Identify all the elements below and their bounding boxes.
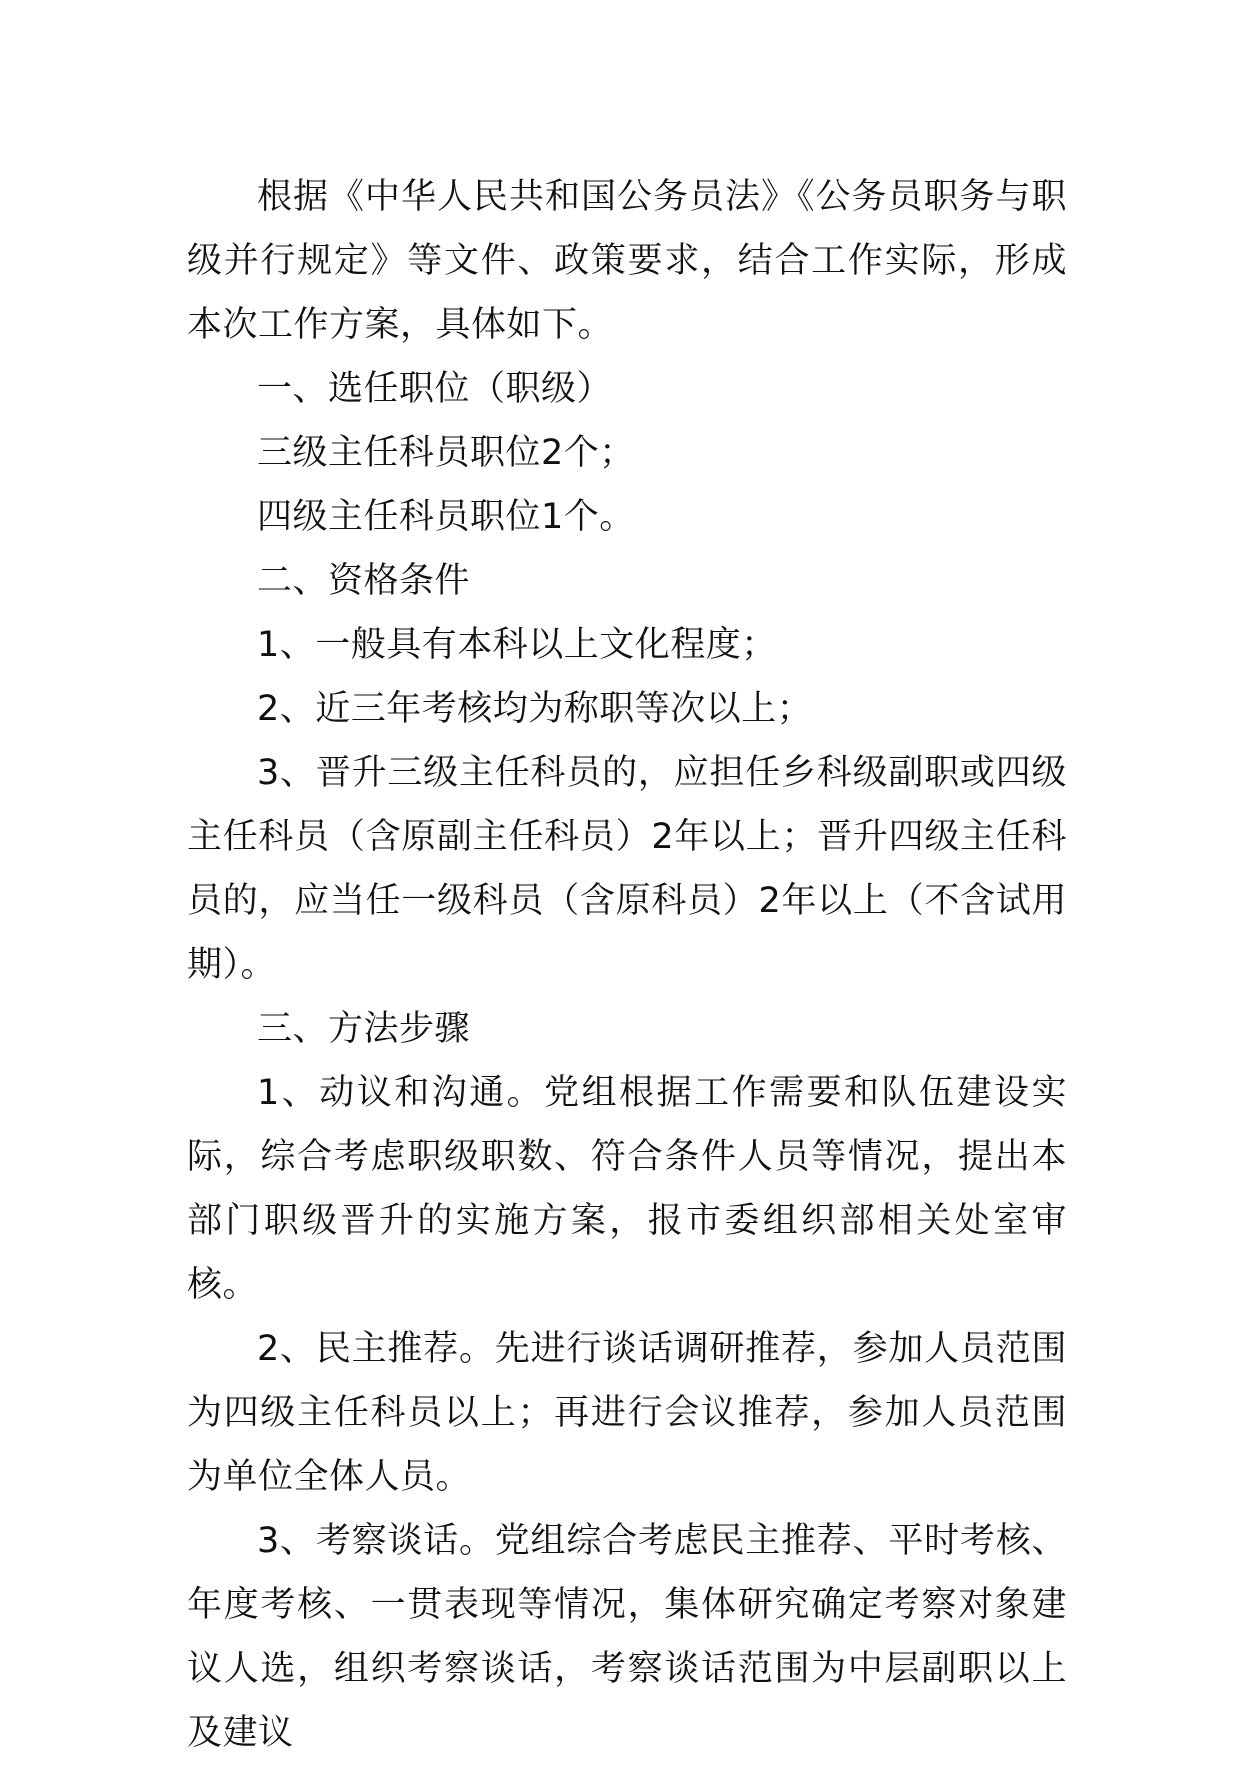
document-body <box>187 165 1067 1765</box>
position-item-level3: 三级主任科员职位2个； <box>257 433 635 473</box>
qualification-item-tenure: 3、晋升三级主任科员的，应担任乡科级副职或四级主任科员（含原副主任科员）2年以上；晋升四级主任科员的，应当任一级科员（含原科员）2年以上（不含试用期）。 <box>187 753 1067 985</box>
qualification-item-education: 1、一般具有本科以上文化程度； <box>257 625 777 665</box>
intro-paragraph: 根据《中华人民共和国公务员法》《公务员职务与职级并行规定》等文件、政策要求，结合工作实际，形成本次工作方案，具体如下。 <box>187 177 1067 345</box>
section-heading-positions: 一、选任职位（职级） <box>257 369 613 409</box>
qualification-item-assessment: 2、近三年考核均为称职等次以上； <box>257 689 813 729</box>
procedure-step-proposal: 1、动议和沟通。党组根据工作需要和队伍建设实际，综合考虑职级职数、符合条件人员等情况，提出本部门职级晋升的实施方案，报市委组织部相关处室审核。 <box>187 1073 1067 1305</box>
position-item-level4: 四级主任科员职位1个。 <box>257 497 635 537</box>
procedure-step-inspection: 3、考察谈话。党组综合考虑民主推荐、平时考核、年度考核、一贯表现等情况，集体研究确定考察对象建议人选，组织考察谈话，考察谈话范围为中层副职以上及建议 <box>187 1521 1067 1753</box>
section-heading-qualifications: 二、资格条件 <box>257 561 471 601</box>
procedure-step-recommendation: 2、民主推荐。先进行谈话调研推荐，参加人员范围为四级主任科员以上；再进行会议推荐，参加人员范围为单位全体人员。 <box>187 1329 1067 1497</box>
section-heading-procedure: 三、方法步骤 <box>257 1009 471 1049</box>
